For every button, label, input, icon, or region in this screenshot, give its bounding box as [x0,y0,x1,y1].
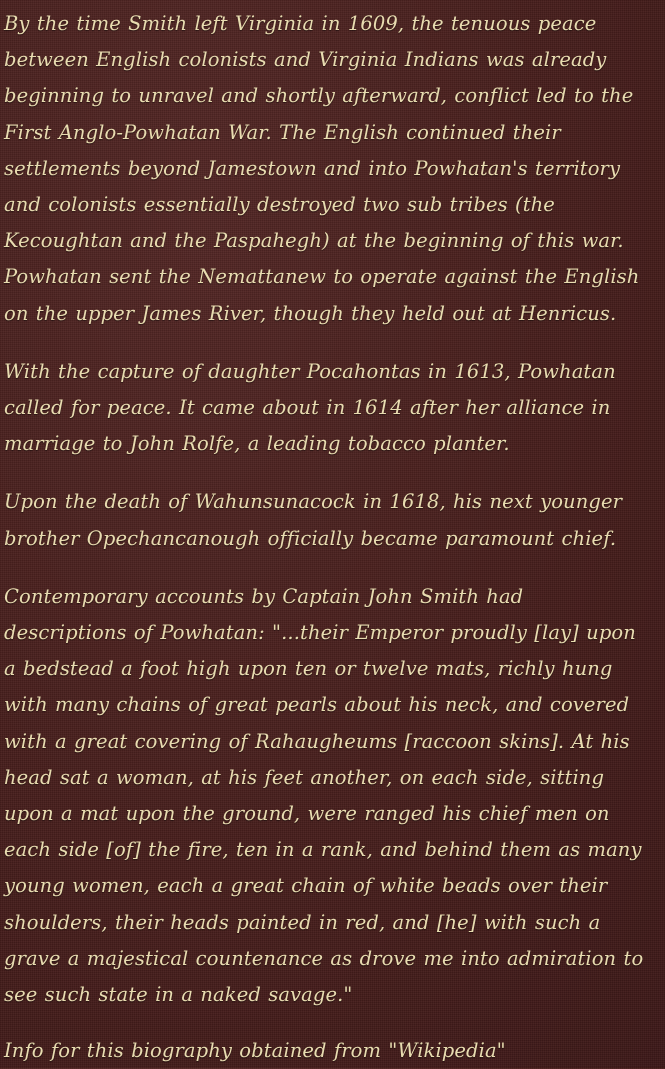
paragraph-3: Upon the death of Wahunsunacock in 1618, his next younger brother Opechancanough officially became paramount chief. [4,490,623,550]
paragraph-4: Contemporary accounts by Captain John Smith had descriptions of Powhatan: "...their Emperor proudly [lay] upon a bedstead a foot high upon ten or twelve mats, richly hung with many chains of great pearls about his neck, and covered with a great covering of Rahaugheums [raccoon skins]. At his head sat a woman, at his feet another, on each side, sitting upon a mat upon the ground, were ranged his chief men on each side [of] the fire, ten in a rank, and behind them as many young women, each a great chain of white beads over their shoulders, their heads painted in red, and [he] with such a grave a majestical countenance as drove me into admiration to see such state in a naked savage." [4,584,644,1007]
paragraph-2: With the capture of daughter Pocahontas in 1613, Powhatan called for peace. It came about in 1614 after her alliance in marriage to John Rolfe, a leading tobacco planter. [4,359,616,456]
source-note: Info for this biography obtained from "Wikipedia" [4,1039,506,1063]
paragraph-1: By the time Smith left Virginia in 1609, the tenuous peace between English colonists and Virginia Indians was already beginning to unravel and shortly afterward, conflict led to the First Anglo-Powhatan War. The English continued their settlements beyond Jamestown and into Powhatan's territory and colonists essentially destroyed two sub tribes (the Kecoughtan and the Paspahegh) at the beginning of this war. Powhatan sent the Nemattanew to operate against the English on the upper James River, though they held out at Henricus. [4,12,640,325]
